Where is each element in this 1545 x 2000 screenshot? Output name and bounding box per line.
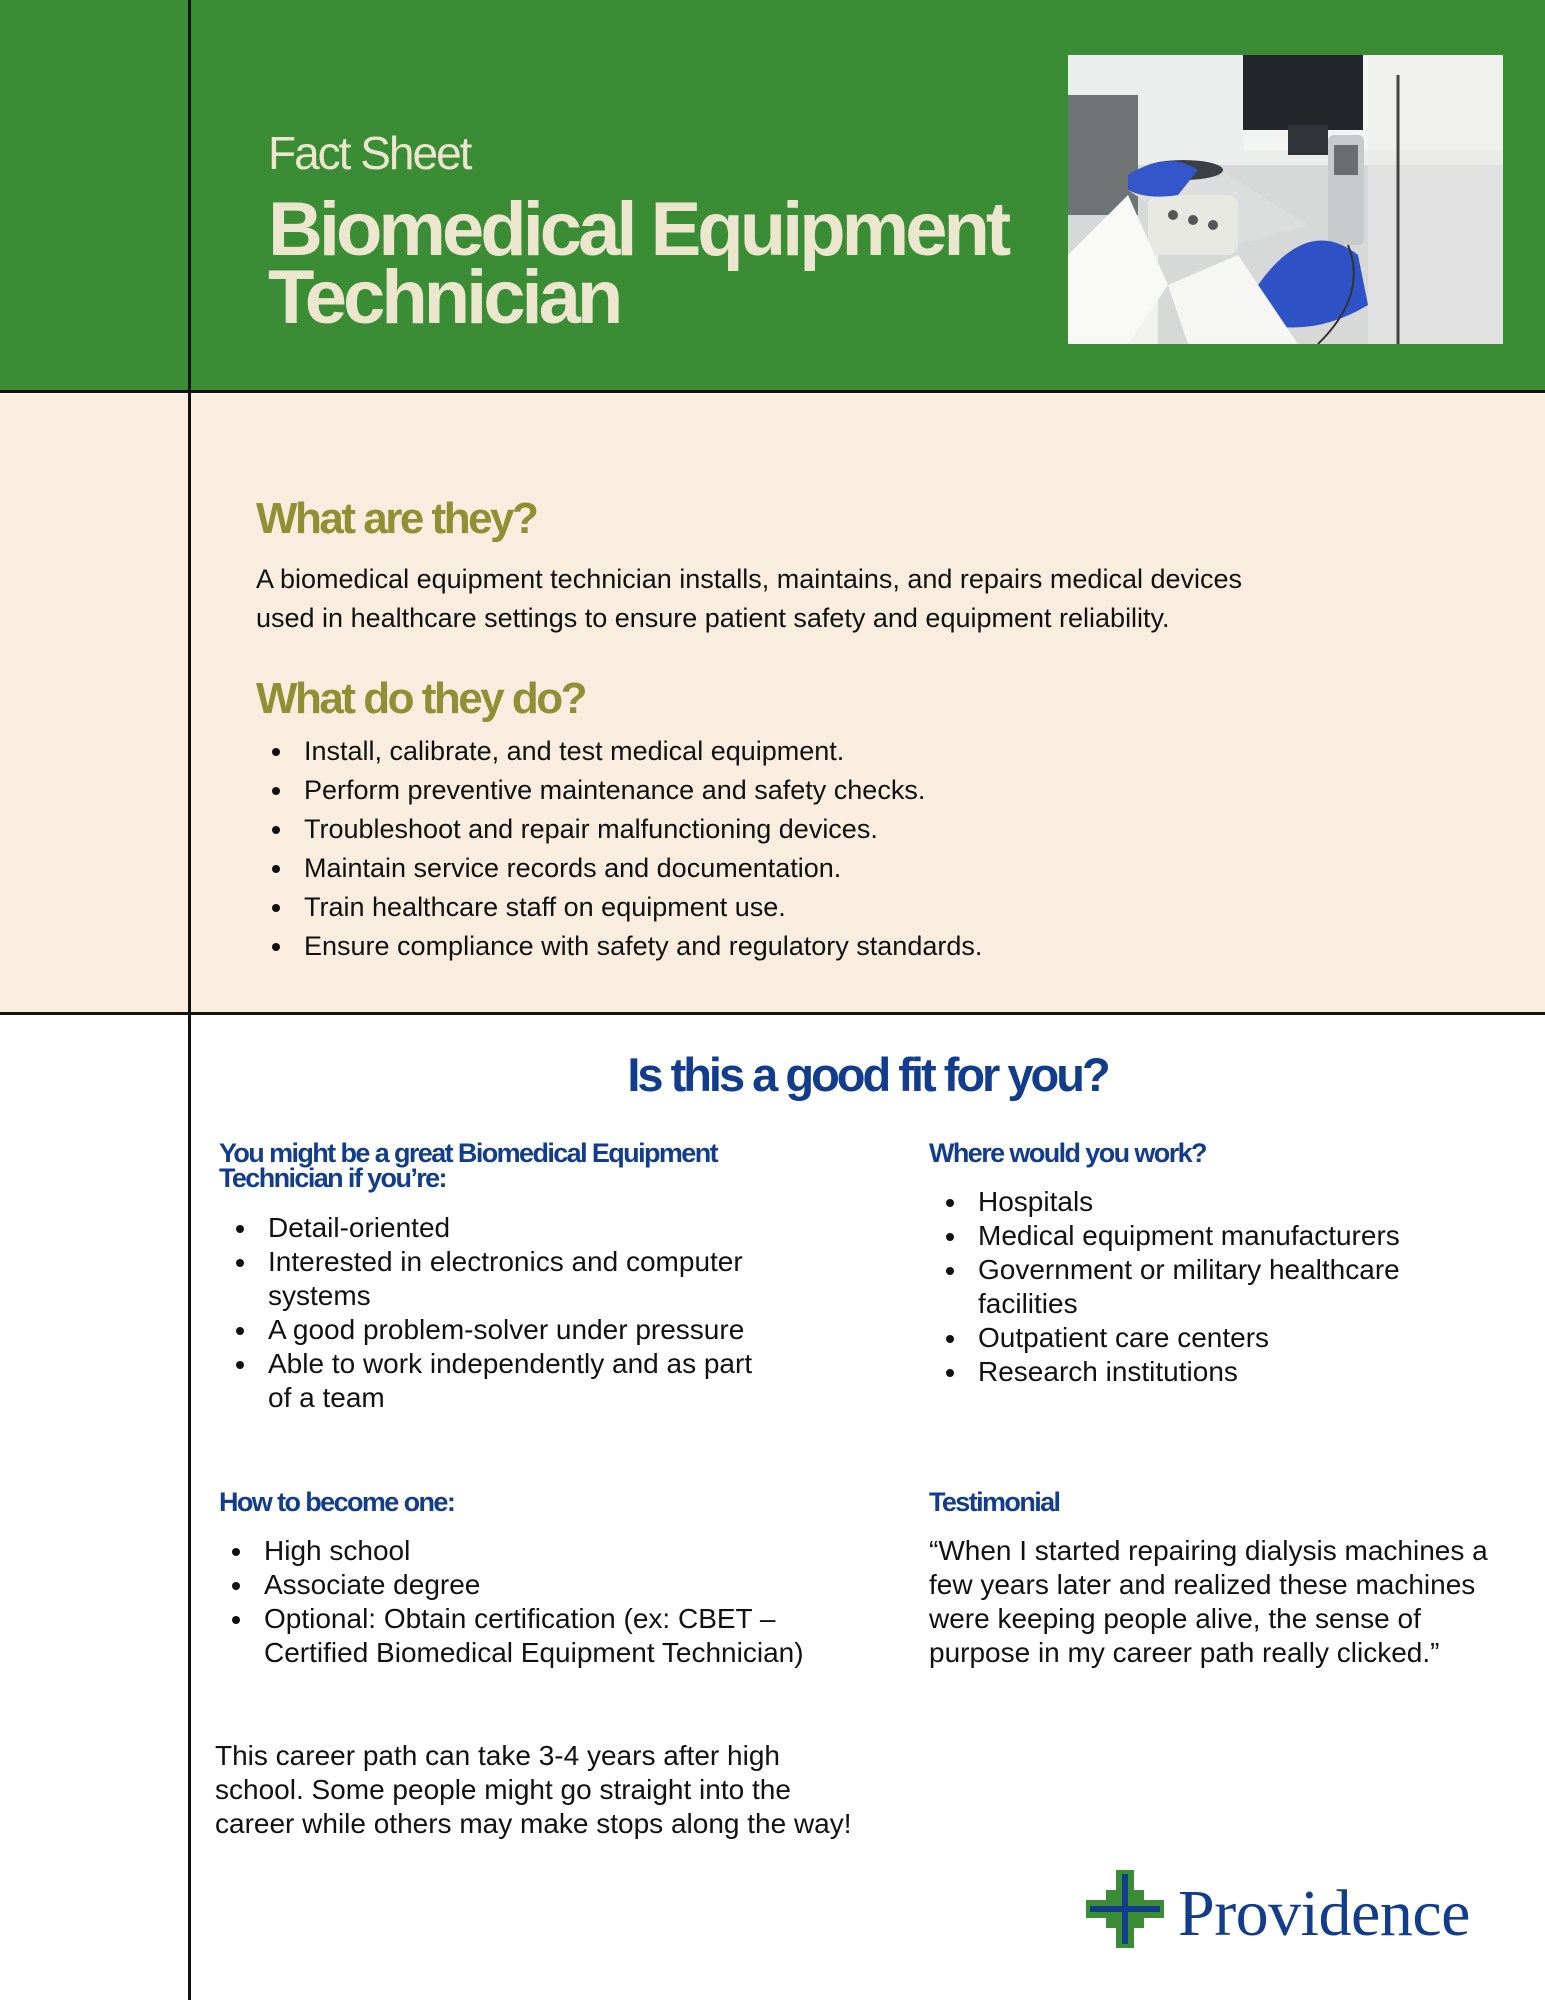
testimonial-heading: Testimonial bbox=[929, 1487, 1060, 1517]
about-body: A biomedical equipment technician installs, maintains, and repairs medical devices used in healthcare settings to ensure patient safety and equipment reliability. bbox=[256, 564, 1243, 633]
fit-heading: Is this a good fit for you? bbox=[627, 1048, 1108, 1101]
duties-heading: What do they do? bbox=[256, 674, 586, 723]
list-item: Interested in electronics and computer systems bbox=[218, 1245, 778, 1313]
list-item: Train healthcare staff on equipment use. bbox=[256, 888, 1356, 927]
technician-photo bbox=[1068, 55, 1503, 344]
traits-heading: You might be a great Biomedical Equipment Technician if you’re: bbox=[219, 1138, 717, 1193]
traits-list bbox=[218, 1211, 778, 1415]
page-title bbox=[268, 187, 1068, 340]
list-item: Install, calibrate, and test medical equipment. bbox=[256, 732, 1356, 771]
list-item: Ensure compliance with safety and regulatory standards. bbox=[256, 927, 1356, 966]
providence-logo-text: Providence bbox=[1178, 1877, 1470, 1950]
become-list bbox=[214, 1534, 844, 1670]
list-item: Research institutions bbox=[928, 1355, 1468, 1389]
list-item: Perform preventive maintenance and safety checks. bbox=[256, 771, 1356, 810]
title-line-2: Technician bbox=[268, 255, 620, 340]
work-list bbox=[928, 1185, 1468, 1389]
list-item: Outpatient care centers bbox=[928, 1321, 1468, 1355]
list-item: High school bbox=[214, 1534, 844, 1568]
list-item: Able to work independently and as part of a team bbox=[218, 1347, 778, 1415]
header-divider bbox=[0, 390, 1545, 393]
become-heading: How to become one: bbox=[219, 1487, 455, 1517]
title-line-1: Biomedical Equipment bbox=[268, 187, 1008, 272]
work-heading: Where would you work? bbox=[929, 1138, 1206, 1168]
list-item: Maintain service records and documentation. bbox=[256, 849, 1356, 888]
list-item: Troubleshoot and repair malfunctioning devices. bbox=[256, 810, 1356, 849]
testimonial-quote: “When I started repairing dialysis machines a few years later and realized these machines were keeping people alive, the sense of purpose in my career path really clicked.” bbox=[929, 1535, 1488, 1668]
list-item: Government or military healthcare facilities bbox=[928, 1253, 1468, 1321]
kicker: Fact Sheet bbox=[268, 127, 471, 179]
duties-list bbox=[256, 732, 1356, 966]
left-rule bbox=[188, 0, 191, 2000]
providence-cross-icon bbox=[1086, 1870, 1164, 1953]
list-item: Optional: Obtain certification (ex: CBET – Certified Biomedical Equipment Technician) bbox=[214, 1602, 844, 1670]
list-item: Medical equipment manufacturers bbox=[928, 1219, 1468, 1253]
band-divider bbox=[0, 1012, 1545, 1015]
list-item: A good problem-solver under pressure bbox=[218, 1313, 778, 1347]
about-heading: What are they? bbox=[256, 494, 537, 543]
path-note: This career path can take 3-4 years after high school. Some people might go straight into the career while others may make stops along the way! bbox=[215, 1740, 852, 1839]
list-item: Associate degree bbox=[214, 1568, 844, 1602]
list-item: Hospitals bbox=[928, 1185, 1468, 1219]
list-item: Detail-oriented bbox=[218, 1211, 778, 1245]
